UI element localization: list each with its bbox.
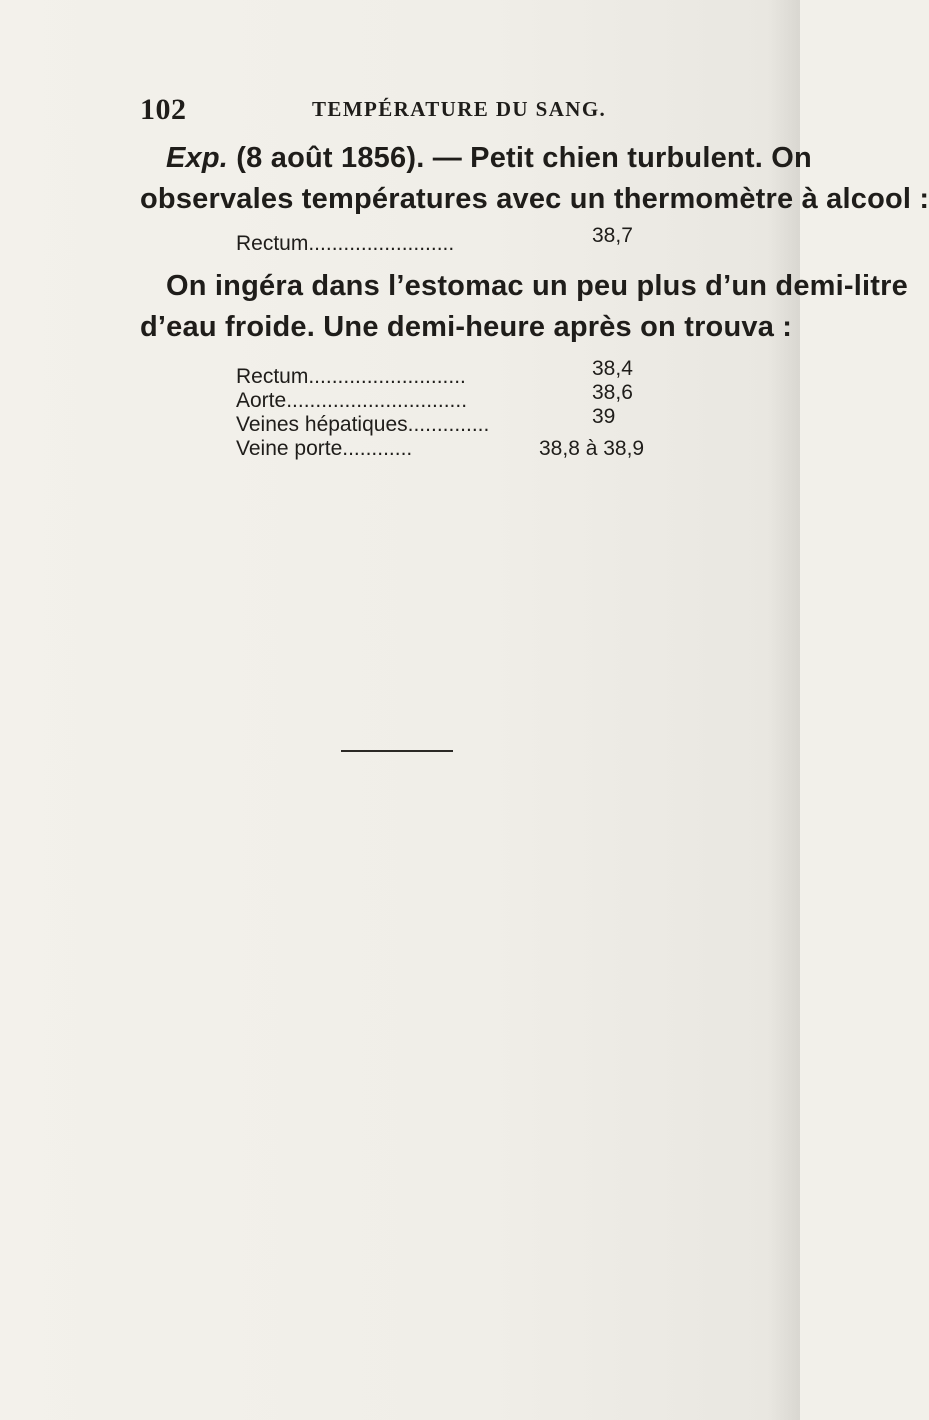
section-divider-rule	[341, 750, 453, 752]
running-head	[140, 93, 640, 127]
table-row	[236, 437, 676, 461]
row-label: Veine porte............	[236, 437, 413, 460]
paragraph-line: On ingéra dans l’estomac un peu plus d’un demi-litre	[166, 270, 908, 302]
page-number: 102	[140, 93, 187, 126]
table-row	[236, 405, 676, 437]
running-title: TEMPÉRATURE DU SANG.	[312, 97, 607, 121]
row-label: Aorte...............................	[236, 389, 468, 412]
row-value: 39	[592, 405, 616, 428]
row-value: 38,7	[592, 224, 633, 247]
paragraph-line: observales températures avec un thermomètre à alcool :	[140, 183, 929, 215]
table-row	[236, 224, 676, 256]
paragraph-line	[140, 138, 812, 179]
paragraph-line: d’eau froide. Une demi-heure après on trouva :	[140, 311, 793, 343]
row-value: 38,6	[592, 381, 633, 404]
paragraph-experiment-intro	[140, 138, 929, 220]
row-value: 38,8 à 38,9	[539, 437, 645, 460]
temperature-table-before	[236, 224, 676, 256]
row-label: Rectum...........................	[236, 365, 466, 388]
row-label: Rectum.........................	[236, 232, 455, 255]
paragraph-procedure	[140, 266, 908, 348]
temperature-table-after	[236, 357, 676, 461]
exp-line-text: (8 août 1856). — Petit chien turbulent. On	[228, 142, 812, 174]
exp-label: Exp.	[166, 142, 229, 174]
row-label: Veines hépatiques..............	[236, 413, 490, 436]
row-value: 38,4	[592, 357, 633, 380]
